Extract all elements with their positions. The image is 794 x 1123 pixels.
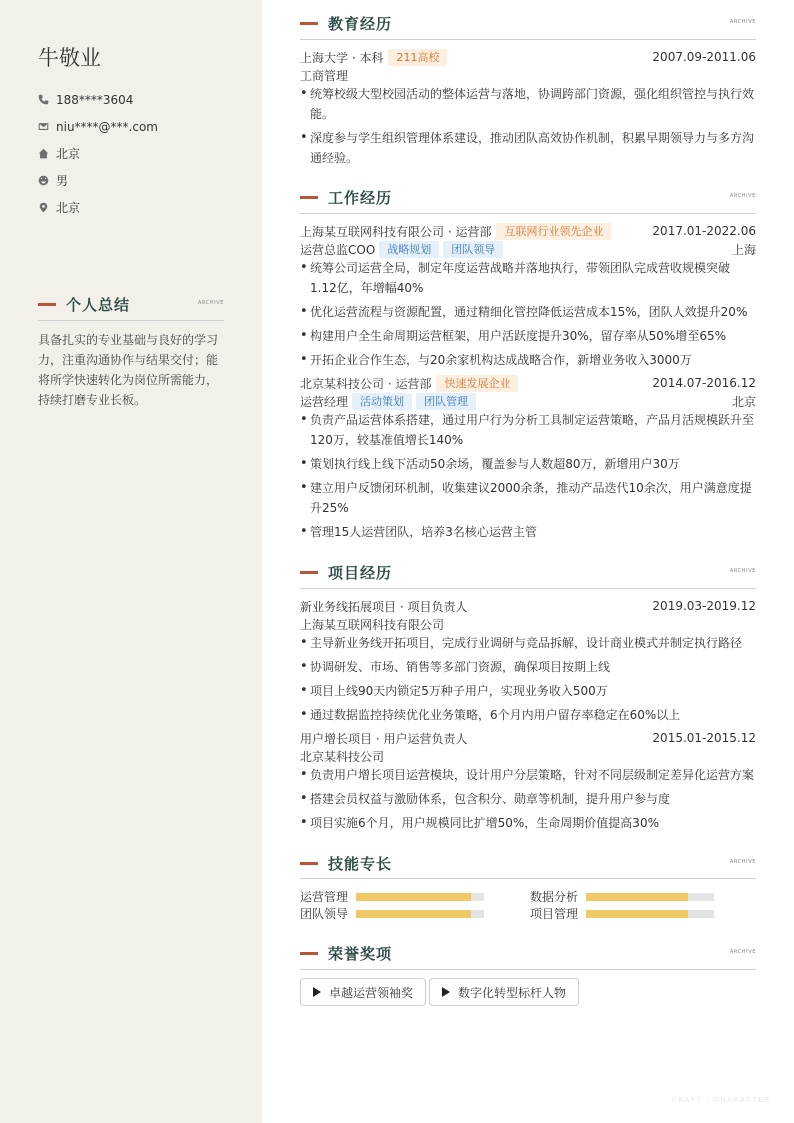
- work-title: 工作经历: [328, 189, 393, 207]
- skill-name: 团队领导: [300, 907, 349, 921]
- job-role: 运营经理: [300, 394, 349, 409]
- skill-bar: [586, 910, 714, 918]
- list-item: • 通过数据监控持续优化业务策略，6个月内用户留存率稳定在60%以上: [300, 705, 756, 725]
- award-chip: [300, 978, 426, 1006]
- skills-header: [300, 853, 756, 874]
- job-company: 上海某互联网科技有限公司 · 运营部: [300, 224, 492, 239]
- list-item: • 负责用户增长项目运营模块，设计用户分层策略，针对不同层级制定差异化运营方案: [300, 765, 756, 785]
- contact-email: [38, 113, 158, 140]
- mail-icon: [38, 121, 49, 132]
- city-text: 北京: [56, 201, 81, 215]
- project-header: [300, 597, 756, 615]
- projects-archive-tag: ARCHIVE: [729, 568, 756, 574]
- education-period: 2007.09-2011.06: [652, 50, 756, 64]
- project-name: 用户增长项目 · 用户运营负责人: [300, 731, 468, 746]
- award-label: 数字化转型标杆人物: [458, 985, 567, 1000]
- skill-bar: [356, 910, 484, 918]
- section-marker: [300, 571, 318, 574]
- contact-list: [38, 86, 158, 221]
- list-item: • 搭建会员权益与激励体系，包含积分、勋章等机制，提升用户参与度: [300, 789, 756, 809]
- list-item: • 项目实施6个月，用户规模同比扩增50%，生命周期价值提高30%: [300, 813, 756, 833]
- skill-tag: 团队管理: [416, 393, 476, 410]
- section-marker: [300, 22, 318, 25]
- education-title: 教育经历: [328, 15, 393, 33]
- school-badge: 211高校: [388, 49, 447, 66]
- skill-bar: [586, 893, 714, 901]
- project-org: 北京某科技公司: [300, 750, 385, 764]
- award-chip: [429, 978, 579, 1006]
- section-divider: [300, 588, 756, 589]
- job-period: 2017.01-2022.06: [652, 224, 756, 238]
- education-entry-header: [300, 48, 756, 66]
- summary-text: 具备扎实的专业基础与良好的学习力，注重沟通协作与结果交付；能将所学快速转化为岗位所需能力，持续打磨专业长板。: [38, 333, 219, 407]
- project-period: 2019.03-2019.12: [652, 599, 756, 613]
- education-major: 工商管理: [300, 69, 349, 83]
- play-triangle-icon: [442, 987, 450, 997]
- contact-phone: [38, 86, 158, 113]
- section-marker: [300, 196, 318, 199]
- skill-item: [300, 888, 484, 905]
- section-divider: [300, 969, 756, 970]
- section-divider: [300, 878, 756, 879]
- phone-icon: [38, 94, 49, 105]
- skill-bar: [356, 893, 484, 901]
- job-role: 运营总监COO: [300, 242, 376, 257]
- skills-title: 技能专长: [328, 855, 393, 873]
- work-archive-tag: ARCHIVE: [729, 193, 756, 199]
- contact-location: [38, 140, 158, 167]
- project-org: 上海某互联网科技有限公司: [300, 618, 445, 632]
- company-badge: 互联网行业领先企业: [496, 223, 611, 240]
- job-role-row: [300, 240, 756, 258]
- projects-header: [300, 562, 756, 583]
- education-archive-tag: ARCHIVE: [729, 19, 756, 25]
- skill-item: [530, 905, 714, 922]
- award-label: 卓越运营领袖奖: [329, 985, 414, 1000]
- location-text: 北京: [56, 147, 81, 161]
- skill-name: 项目管理: [530, 907, 579, 921]
- section-marker: [300, 952, 318, 955]
- skills-archive-tag: ARCHIVE: [729, 859, 756, 865]
- projects-title: 项目经历: [328, 564, 393, 582]
- education-header: [300, 13, 756, 34]
- section-marker: [38, 303, 56, 306]
- sidebar: [0, 0, 262, 1123]
- skill-bar-fill: [586, 910, 688, 918]
- list-item: • 开拓企业合作生态，与20余家机构达成战略合作，新增业务收入3000万: [300, 350, 756, 370]
- section-divider: [300, 39, 756, 40]
- job-header: [300, 222, 756, 240]
- company-badge: 快速发展企业: [436, 375, 518, 392]
- section-marker: [300, 862, 318, 865]
- contact-city: [38, 194, 158, 221]
- job-city: 北京: [731, 394, 756, 409]
- project-period: 2015.01-2015.12: [652, 731, 756, 745]
- play-triangle-icon: [313, 987, 321, 997]
- profile-name: 牛敬业: [38, 46, 101, 70]
- list-item: • 统筹校级大型校园活动的整体运营与落地，协调跨部门资源，强化组织管控与执行效能。: [300, 84, 756, 124]
- awards-header: [300, 943, 756, 964]
- gender-text: 男: [56, 174, 69, 188]
- list-item: • 构建用户全生命周期运营框架，用户活跃度提升30%，留存率从50%增至65%: [300, 326, 756, 346]
- project-name: 新业务线拓展项目 · 项目负责人: [300, 599, 468, 614]
- project-header: [300, 729, 756, 747]
- skill-tag: 战略规划: [379, 241, 439, 258]
- job-role-row: [300, 392, 756, 410]
- skill-bar-fill: [356, 910, 471, 918]
- contact-gender: [38, 167, 158, 194]
- home-icon: [38, 148, 49, 159]
- list-item: • 管理15人运营团队，培养3名核心运营主管: [300, 522, 756, 542]
- skill-tag: 活动策划: [352, 393, 412, 410]
- summary-header: [38, 294, 224, 315]
- list-item: • 负责产品运营体系搭建，通过用户行为分析工具制定运营策略，产品月活规模跃升至120万，较基准值增长140%: [300, 410, 756, 450]
- skill-item: [530, 888, 714, 905]
- summary-archive-tag: ARCHIVE: [197, 300, 224, 306]
- list-item: • 主导新业务线开拓项目，完成行业调研与竞品拆解，设计商业模式并制定执行路径: [300, 633, 756, 653]
- work-header: [300, 187, 756, 208]
- job-city: 上海: [731, 242, 756, 257]
- school-name: 上海大学 · 本科: [300, 50, 384, 65]
- smile-icon: [38, 175, 49, 186]
- map-pin-icon: [38, 202, 49, 213]
- awards-archive-tag: ARCHIVE: [729, 949, 756, 955]
- job-period: 2014.07-2016.12: [652, 376, 756, 390]
- footer-watermark: CRAFT · CHARACTER: [672, 1096, 771, 1104]
- skill-bar-fill: [586, 893, 688, 901]
- job-company: 北京某科技公司 · 运营部: [300, 376, 432, 391]
- list-item: • 策划执行线上线下活动50余场，覆盖参与人数超80万，新增用户30万: [300, 454, 756, 474]
- list-item: • 协调研发、市场、销售等多部门资源，确保项目按期上线: [300, 657, 756, 677]
- job-header: [300, 374, 756, 392]
- section-divider: [300, 213, 756, 214]
- phone-text: 188****3604: [56, 92, 134, 107]
- list-item: • 优化运营流程与资源配置，通过精细化管控降低运营成本15%，团队人效提升20%: [300, 302, 756, 322]
- list-item: • 项目上线90天内锁定5万种子用户，实现业务收入500万: [300, 681, 756, 701]
- email-text: niu****@***.com: [56, 119, 158, 134]
- skill-name: 数据分析: [530, 890, 579, 904]
- list-item: • 建立用户反馈闭环机制，收集建议2000余条，推动产品迭代10余次，用户满意度提升25%: [300, 478, 756, 518]
- skill-name: 运营管理: [300, 890, 349, 904]
- list-item: • 深度参与学生组织管理体系建设，推动团队高效协作机制，积累早期领导力与多方沟通经验。: [300, 128, 756, 168]
- summary-title: 个人总结: [66, 296, 131, 314]
- list-item: • 统筹公司运营全局，制定年度运营战略并落地执行，带领团队完成营收规模突破1.12亿，年增幅40%: [300, 258, 756, 298]
- awards-title: 荣誉奖项: [328, 945, 393, 963]
- skill-bar-fill: [356, 893, 471, 901]
- section-divider: [38, 320, 224, 321]
- skill-tag: 团队领导: [443, 241, 503, 258]
- skill-item: [300, 905, 484, 922]
